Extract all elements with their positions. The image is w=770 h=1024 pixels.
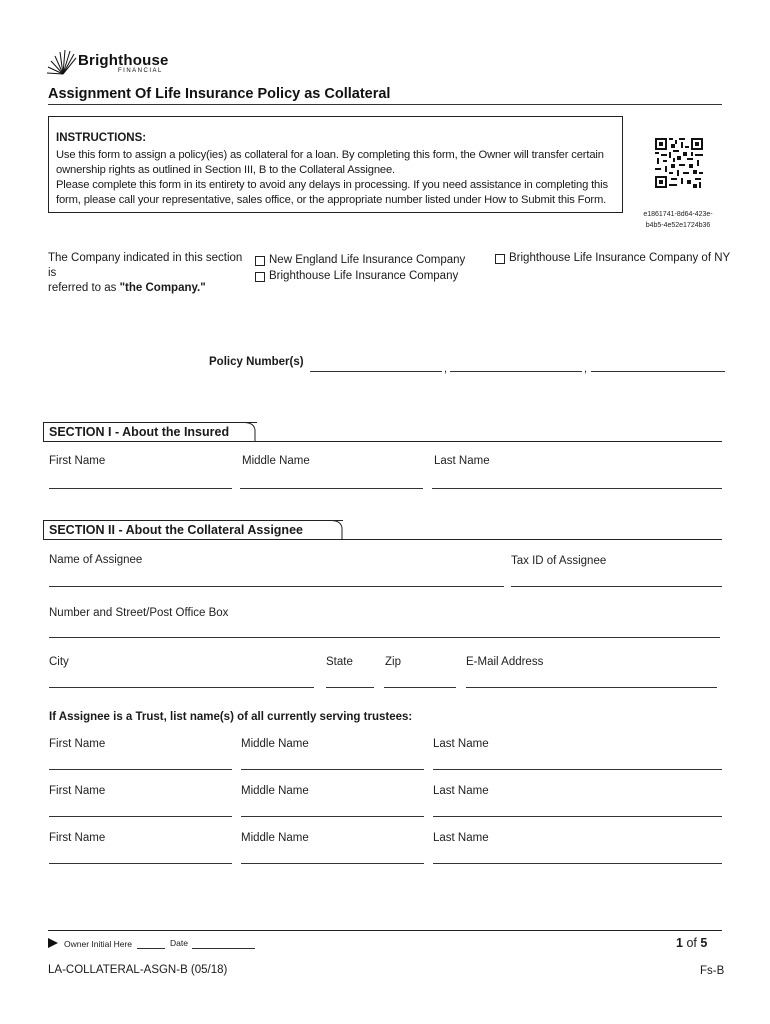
city-label: City — [49, 656, 69, 668]
trustee-first-name-label: First Name — [49, 832, 106, 844]
trustee-last-name-label: Last Name — [433, 738, 489, 750]
trustee-middle-name-field[interactable] — [241, 863, 424, 864]
instructions-line: form, please call your representative, sales office, or the appropriate number listed under How to Submit this Form. — [56, 194, 607, 206]
company-label-emphasis: "the Company." — [119, 282, 206, 294]
section-1-title: SECTION I - About the Insured — [43, 422, 257, 442]
fs-code: Fs-B — [700, 965, 725, 977]
title-divider — [48, 104, 722, 105]
trustee-last-name-field[interactable] — [433, 863, 722, 864]
instructions-heading: INSTRUCTIONS: — [56, 132, 147, 144]
trustee-first-name-field[interactable] — [49, 863, 232, 864]
checkbox-new-england[interactable] — [255, 256, 265, 266]
policy-separator: , — [444, 363, 448, 375]
company-option-label: Brighthouse Life Insurance Company of NY — [509, 252, 731, 264]
trustee-last-name-label: Last Name — [433, 785, 489, 797]
trustee-last-name-field[interactable] — [433, 816, 722, 817]
insured-middle-name-label: Middle Name — [242, 455, 310, 467]
trustee-last-name-field[interactable] — [433, 769, 722, 770]
insured-first-name-field[interactable] — [49, 488, 232, 489]
policy-number-label: Policy Number(s) — [209, 356, 304, 368]
company-label — [48, 251, 248, 296]
checkbox-brighthouse-ny[interactable] — [495, 254, 505, 264]
document-id — [630, 209, 726, 231]
logo-wordmark: Brighthouse — [78, 52, 169, 69]
trustee-middle-name-field[interactable] — [241, 816, 424, 817]
email-label: E-Mail Address — [466, 656, 544, 668]
trustee-first-name-label: First Name — [49, 785, 106, 797]
document-id-line: b4b5-4e52e1724b36 — [645, 222, 711, 229]
trustee-first-name-field[interactable] — [49, 769, 232, 770]
trustee-first-name-label: First Name — [49, 738, 106, 750]
date-label: Date — [170, 938, 188, 948]
trustee-last-name-label: Last Name — [433, 832, 489, 844]
city-field[interactable] — [49, 687, 314, 688]
qr-code-icon — [655, 138, 703, 188]
street-field[interactable] — [49, 637, 720, 638]
policy-number-field[interactable] — [310, 371, 442, 372]
policy-separator: , — [584, 363, 588, 375]
email-field[interactable] — [466, 687, 717, 688]
page-title: Assignment Of Life Insurance Policy as Collateral — [48, 86, 391, 102]
street-label: Number and Street/Post Office Box — [49, 607, 229, 619]
owner-initial-label: Owner Initial Here — [64, 939, 133, 949]
company-option-label: Brighthouse Life Insurance Company — [269, 270, 459, 282]
zip-field[interactable] — [384, 687, 456, 688]
assignee-tax-id-label: Tax ID of Assignee — [511, 555, 607, 567]
trustee-middle-name-label: Middle Name — [241, 832, 309, 844]
date-field[interactable] — [192, 948, 255, 949]
zip-label: Zip — [385, 656, 401, 668]
company-option-label: New England Life Insurance Company — [269, 254, 466, 266]
insured-last-name-field[interactable] — [432, 488, 722, 489]
trust-heading: If Assignee is a Trust, list name(s) of all currently serving trustees: — [49, 711, 413, 723]
policy-number-field[interactable] — [450, 371, 582, 372]
insured-middle-name-field[interactable] — [240, 488, 423, 489]
section-2-title: SECTION II - About the Collateral Assignee — [43, 520, 343, 540]
instructions-line: ownership rights as outlined in Section III, B to the Collateral Assignee. — [56, 164, 396, 176]
company-label-line: referred to as — [48, 282, 117, 294]
state-field[interactable] — [326, 687, 374, 688]
trustee-middle-name-field[interactable] — [241, 769, 424, 770]
triangle-pointer-icon — [48, 938, 58, 948]
instructions-line: Please complete this form in its entirety to avoid any delays in processing. If you need assistance in completing this — [56, 179, 608, 191]
section-tab-corner — [244, 422, 260, 442]
instructions-line: Use this form to assign a policy(ies) as collateral for a loan. By completing this form, the Owner will transfer certain — [56, 149, 604, 161]
insured-last-name-label: Last Name — [434, 455, 490, 467]
form-code: LA-COLLATERAL-ASGN-B (05/18) — [48, 964, 228, 976]
trustee-middle-name-label: Middle Name — [241, 738, 309, 750]
assignee-name-field[interactable] — [49, 586, 504, 587]
footer-divider — [48, 930, 722, 931]
page-of: of — [686, 936, 697, 950]
trustee-first-name-field[interactable] — [49, 816, 232, 817]
checkbox-brighthouse-life[interactable] — [255, 272, 265, 282]
trustee-middle-name-label: Middle Name — [241, 785, 309, 797]
assignee-tax-id-field[interactable] — [511, 586, 722, 587]
section-1-divider — [43, 441, 722, 442]
state-label: State — [326, 656, 353, 668]
assignee-name-label: Name of Assignee — [49, 554, 143, 566]
logo-subtext: FINANCIAL — [118, 68, 163, 74]
policy-number-field[interactable] — [591, 371, 725, 372]
section-2-divider — [43, 539, 722, 540]
owner-initial-field[interactable] — [137, 948, 165, 949]
insured-first-name-label: First Name — [49, 455, 106, 467]
section-tab-corner — [331, 520, 347, 540]
page-indicator — [676, 936, 707, 950]
page-total: 5 — [700, 936, 708, 950]
page-number: 1 — [676, 936, 683, 950]
company-label-line: The Company indicated in this section is — [48, 252, 243, 279]
document-id-line: e1861741-8d64-423e- — [643, 211, 713, 218]
